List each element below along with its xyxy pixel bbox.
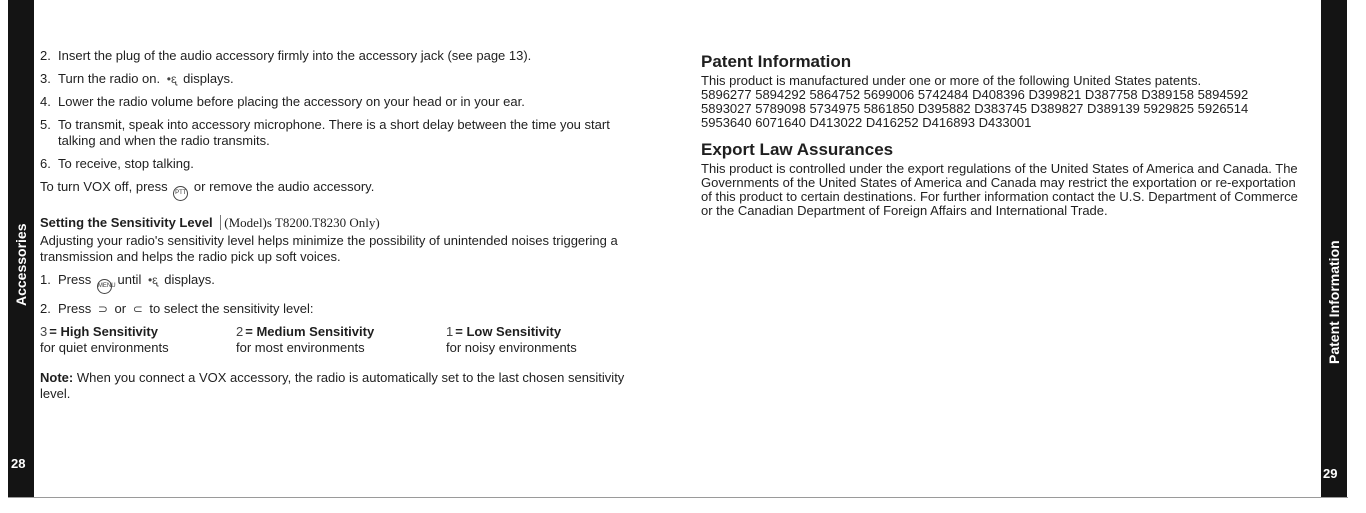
note: Note: When you connect a VOX accessory, the radio is automatically set to the last chosen sensitivity level. — [40, 370, 625, 401]
vox-icon: •ᶓ — [166, 72, 177, 86]
left-page-content — [40, 48, 640, 402]
level-high: 3 = High Sensitivity for quiet environments — [40, 324, 169, 355]
sensitivity-description: Adjusting your radio's sensitivity level helps minimize the possibility of unintended noises triggering a transmission and helps the radio pick up soft voices. — [40, 233, 618, 264]
list-item: 2. Insert the plug of the audio accessory firmly into the accessory jack (see page 13). — [40, 48, 532, 63]
page-number: 28 — [11, 456, 26, 471]
vox-off-instruction: To turn VOX off, press PTT or remove the audio accessory. — [40, 179, 640, 201]
models-note: (Model)s T8200.T8230 Only) — [220, 215, 379, 230]
page-number: 29 — [1323, 466, 1338, 481]
section-tab-label: Accessories — [13, 223, 29, 306]
left-arrow-icon: ⊂ — [132, 302, 143, 316]
export-heading: Export Law Assurances — [701, 140, 894, 159]
sensitivity-heading: Setting the Sensitivity Level (Model)s T8200.T8230 Only) — [40, 215, 380, 230]
list-item: 6. To receive, stop talking. — [40, 156, 194, 171]
patent-numbers: 5896277 5894292 5864752 5699006 5742484 D408396 D399821 D387758 D389158 5894592 5893027 5789098 5734975 5861850 D395882 D383745 D389827 D389139 5929825 5926514 5953640 6071640 D413022 D416252 D416893 D433001 — [701, 87, 1249, 130]
patent-intro: This product is manufactured under one or more of the following United States patents. — [701, 73, 1202, 88]
section-tab-label: Patent Information — [1326, 240, 1342, 364]
right-arrow-icon: ⊃ — [97, 302, 108, 316]
left-side-tab — [8, 0, 34, 498]
vox-icon: •ᶓ — [147, 273, 158, 287]
export-text: This product is controlled under the export regulations of the United States of America and Canada. The Governments of the United States of America and Canada may restrict the exportation or re-exportation of this product to certain destinations. For further information contact the U.S. Department of Commerce or the Canadian Department of Foreign Affairs and International Trade. — [701, 161, 1298, 218]
list-item: 3. Turn the radio on. •ᶓ displays. — [40, 71, 234, 86]
sensitivity-levels — [40, 324, 640, 356]
list-item: 2. Press ⊃ or ⊂ to select the sensitivity level: — [40, 301, 314, 316]
list-item: 1. Press MENU until •ᶓ displays. — [40, 272, 640, 294]
level-low: 1 = Low Sensitivity for noisy environments — [446, 324, 577, 355]
right-side-tab — [1321, 0, 1347, 498]
menu-button-icon: MENU — [97, 279, 112, 294]
right-page-content — [701, 52, 1301, 218]
list-item: 5. To transmit, speak into accessory microphone. There is a short delay between the time you start talking and when the radio transmits. — [40, 117, 610, 148]
ptt-button-icon: PTT — [173, 186, 188, 201]
bottom-divider — [8, 497, 1348, 498]
patent-heading: Patent Information — [701, 52, 852, 71]
level-medium: 2 = Medium Sensitivity for most environments — [236, 324, 375, 355]
list-item: 4. Lower the radio volume before placing the accessory on your head or in your ear. — [40, 94, 525, 109]
vox-steps-list — [40, 48, 640, 172]
